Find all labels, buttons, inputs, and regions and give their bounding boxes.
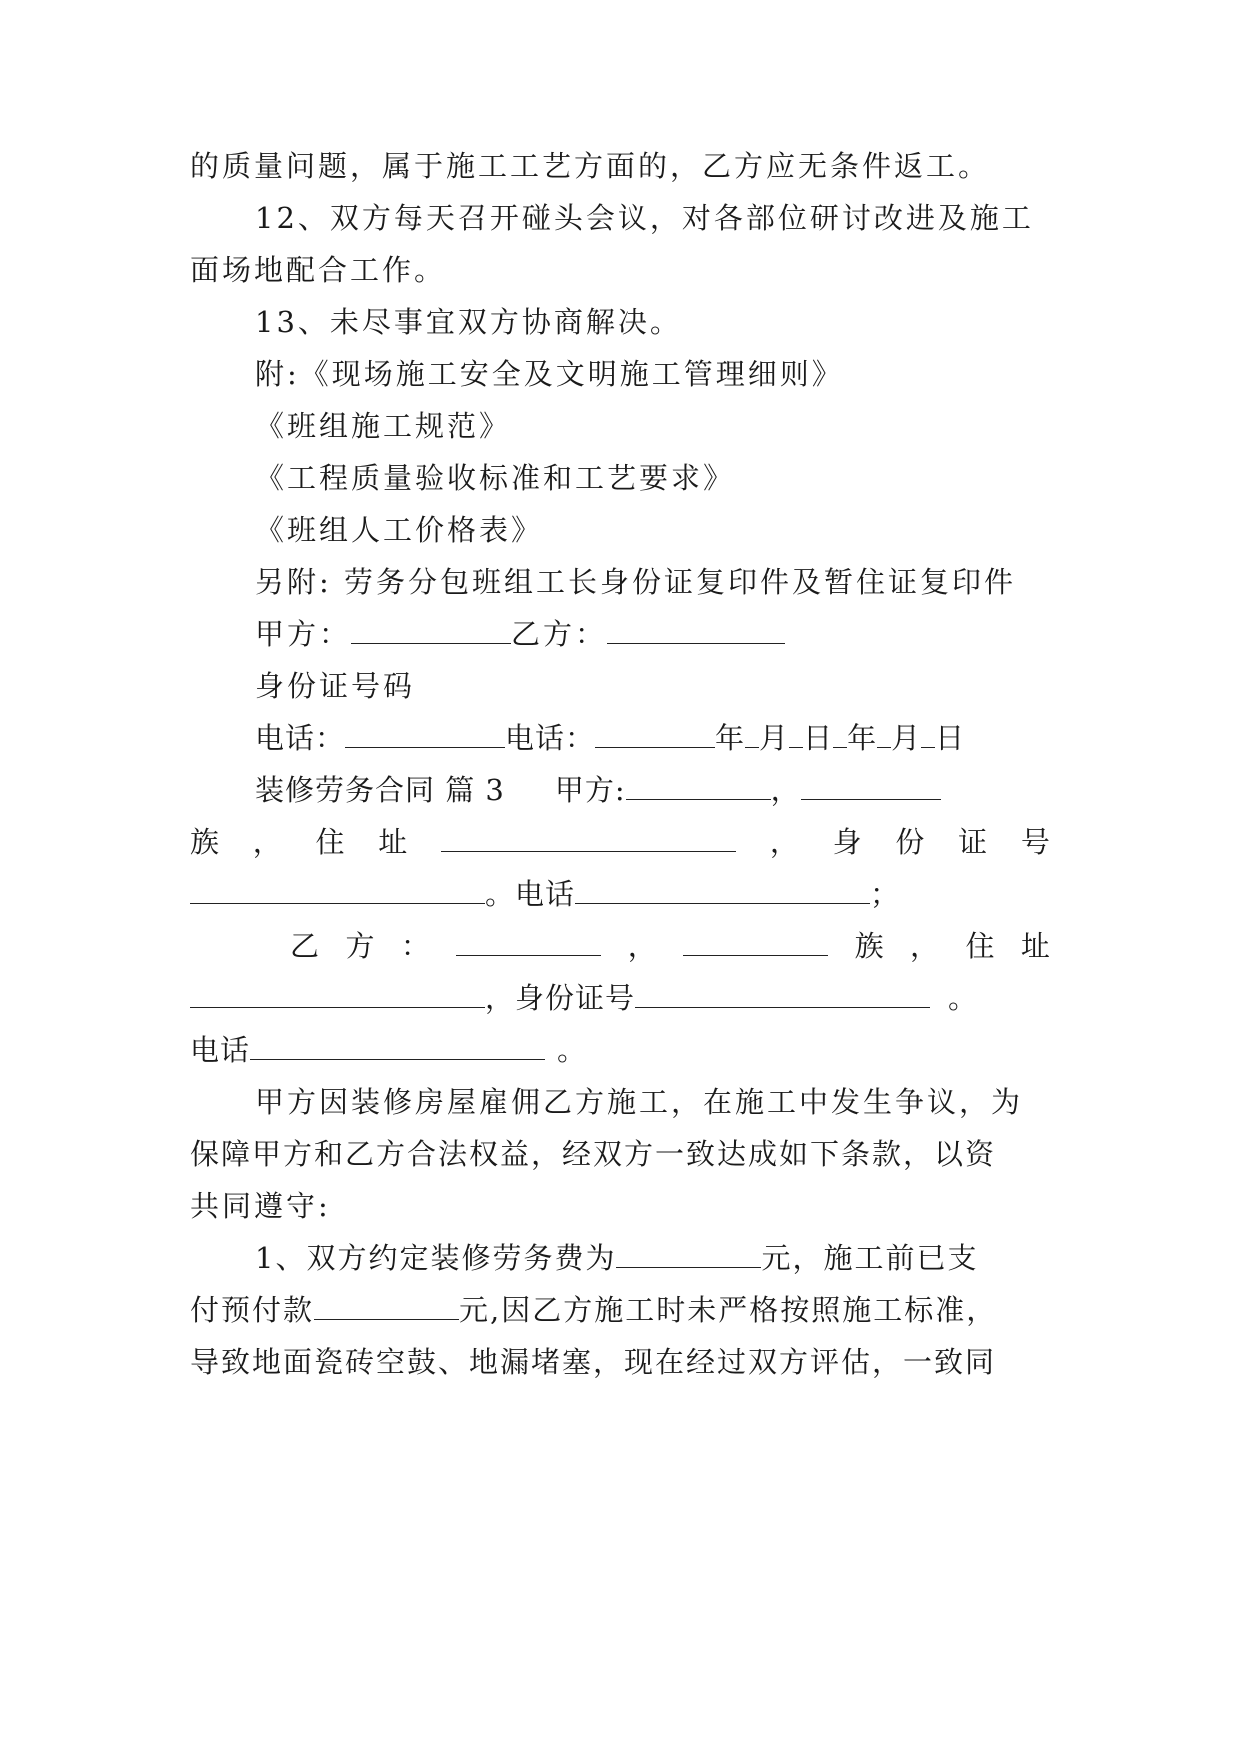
party-a-name-blank[interactable] (626, 773, 771, 800)
phone-b-blank[interactable] (595, 721, 715, 748)
date-month-b: 月 (891, 721, 922, 755)
party-b-phone-line (190, 1030, 1050, 1070)
party-b-address-blank[interactable] (190, 981, 485, 1008)
party-b-blank[interactable] (607, 617, 785, 644)
comma: ， (770, 773, 801, 807)
date-year-a: 年 (715, 721, 746, 755)
date-day-b: 日 (935, 721, 966, 755)
date-day-a: 日 (803, 721, 834, 755)
prepayment-label: 付预付款 (190, 1293, 315, 1327)
phone-label: 。电话 (485, 877, 576, 911)
ethnicity-suffix: 族 (190, 825, 220, 859)
semicolon: ； (870, 877, 901, 911)
period: 。 (948, 981, 979, 1015)
ethnicity-blank[interactable] (801, 773, 941, 800)
attachment-3: 《工程质量验收标准和工艺要求》 (255, 461, 736, 495)
party-a-blank[interactable] (351, 617, 511, 644)
party-a-address-line (190, 822, 1050, 862)
prepayment-suffix: 元,因乙方施工时未严格按照施工标准， (459, 1293, 998, 1327)
address-blank[interactable] (441, 825, 736, 852)
id-char: 份 (895, 825, 925, 859)
ethnicity-suffix: 族 (854, 929, 884, 963)
party-b-label: 乙方： (511, 617, 608, 651)
address-char: 住 (965, 929, 995, 963)
date-blank[interactable] (833, 721, 847, 748)
preamble-line-3: 共同遵守: (190, 1189, 331, 1223)
period: 。 (557, 1033, 588, 1067)
id-char: 身 (832, 825, 862, 859)
signature-party-line (255, 614, 1050, 654)
id-number-label: 身份证号码 (255, 669, 416, 703)
date-blank[interactable] (921, 721, 935, 748)
comma: ， (910, 929, 940, 963)
address-char: 住 (315, 825, 345, 859)
date-blank[interactable] (789, 721, 803, 748)
party-a-label: 甲方: (554, 773, 626, 807)
date-year-b: 年 (847, 721, 878, 755)
id-number-blank[interactable] (190, 877, 485, 904)
party-b-address-id-line (190, 978, 1050, 1018)
attachment-1: 附:《现场施工安全及文明施工管理细则》 (255, 357, 844, 391)
party-b-name-blank[interactable] (456, 929, 601, 956)
phone-a-blank[interactable] (345, 721, 505, 748)
clause-12: 12、双方每天召开碰头会议，对各部位研讨改进及施工 (255, 201, 1034, 235)
text-line-1: 的质量问题，属于施工工艺方面的，乙方应无条件返工。 (190, 149, 991, 183)
address-char: 址 (378, 825, 408, 859)
fee-amount-blank[interactable] (616, 1241, 761, 1268)
term-1-line-2 (190, 1290, 1050, 1330)
phone-blank[interactable] (575, 877, 870, 904)
party-b-char: 方 (345, 929, 375, 963)
attachment-extra: 另附: 劳务分包班组工长身份证复印件及暂住证复印件 (255, 565, 1016, 599)
phone-label: 电话 (190, 1033, 251, 1067)
party-b-id-blank[interactable] (635, 981, 930, 1008)
term-1-line-3: 导致地面瓷砖空鼓、地漏堵塞，现在经过双方评估，一致同 (190, 1345, 997, 1379)
party-b-char: 乙 (290, 929, 320, 963)
party-a-id-phone-line (190, 874, 1050, 914)
phone-date-line (255, 718, 1050, 758)
date-blank[interactable] (877, 721, 891, 748)
comma: ， (627, 929, 657, 963)
preamble-line-2: 保障甲方和乙方合法权益，经双方一致达成如下条款，以资 (190, 1137, 997, 1171)
id-char: 证 (958, 825, 988, 859)
phone-b-label: 电话： (505, 721, 596, 755)
phone-a-label: 电话： (255, 721, 346, 755)
date-blank[interactable] (745, 721, 759, 748)
party-b-ethnicity-blank[interactable] (683, 929, 828, 956)
preamble-line-1: 甲方因装修房屋雇佣乙方施工，在施工中发生争议，为 (255, 1085, 1024, 1119)
id-label: ，身份证号 (485, 981, 636, 1015)
fee-label: 1、双方约定装修劳务费为 (255, 1241, 617, 1275)
clause-13: 13、未尽事宜双方协商解决。 (255, 305, 682, 339)
comma: ， (252, 825, 282, 859)
section-3-heading-line (255, 770, 1050, 810)
party-b-line (290, 926, 1050, 966)
date-month-a: 月 (759, 721, 790, 755)
party-b-phone-blank[interactable] (250, 1033, 545, 1060)
prepayment-blank[interactable] (314, 1293, 459, 1320)
attachment-2: 《班组施工规范》 (255, 409, 512, 443)
colon: ： (400, 929, 430, 963)
party-a-label: 甲方： (255, 617, 352, 651)
comma: ， (769, 825, 799, 859)
section-title: 装修劳务合同 篇 3 (255, 773, 505, 807)
id-char: 号 (1020, 825, 1050, 859)
address-char: 址 (1020, 929, 1050, 963)
term-1-line-1 (255, 1238, 1050, 1278)
clause-12-cont: 面场地配合工作。 (190, 253, 447, 287)
attachment-4: 《班组人工价格表》 (255, 513, 544, 547)
fee-suffix: 元，施工前已支 (761, 1241, 979, 1275)
